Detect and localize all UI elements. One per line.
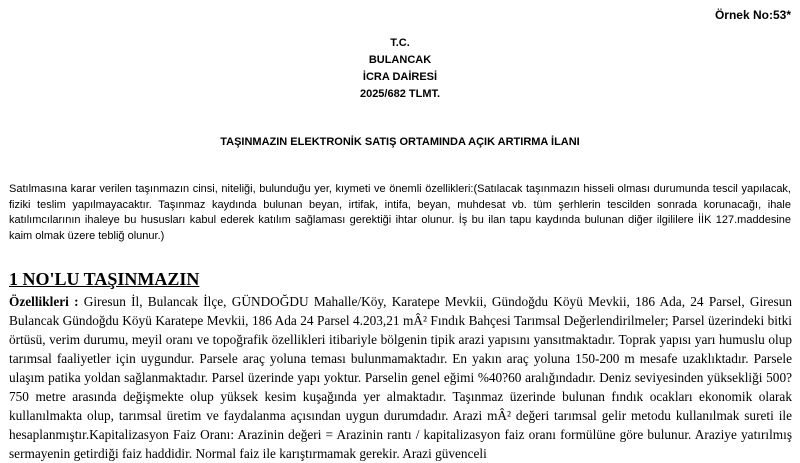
properties-label: Özellikleri : [9,294,79,309]
property-description [9,292,792,463]
header-office: İCRA DAİRESİ [362,71,438,83]
form-number: Örnek No:53* [714,8,791,22]
intro-paragraph: Satılmasına karar verilen taşınmazın cinsi, niteliği, bulunduğu yer, kıymeti ve önemli özellikleri:(Satılacak taşınmazın hisseli olması durumunda tescil yapılacak, fiziki teslim yapılmayacaktır. Taşınmaz kaydında bulunan beyan, irtifak, intifa, beyan, muhdesat vb. tüm şerhlerin tescilden sonrada korunacağı, ihale katılımcılarının ihaleye bu hususları kabul ederek katılım sağlaması gerektiği ihtar olunur. İş bu ilan tapu kaydında bulunan diğer ilgililere İİK 127.maddesine kaim olmak üzere tebliğ olunur.) [9,183,791,242]
header-file-number: 2025/682 TLMT. [359,88,441,100]
properties-text: Giresun İl, Bulancak İlçe, GÜNDOĞDU Mahalle/Köy, Karatepe Mevkii, Gündoğdu Köyü Mevkii, 186 Ada, 24 Parsel, Giresun Bulancak Gündoğdu Köyü Karatepe Mevkii, 186 Ada 24 Parsel 4.203,21 mÂ² Fındık Bahçesi Tarımsal Değerlendirilmeler; Parsel üzerindeki bitki örtüsü, verim durumu, meyil oranı ve topoğrafik özellikleri itibariyle bölgenin tipik arazi yapısını yansıtmaktadır. Toprak yapısı yarı humuslu olup tarımsal faaliyetler için uygundur. Parsele araç yoluna teması bulunmamaktadır. En yakın araç yoluna 150-200 m mesafe uzaklıktadır. Parsele ulaşım patika yoldan sağlanmaktadır. Parsel üzerinde yapı yoktur. Parselin genel eğimi %40?60 aralığındadır. Deniz seviyesinden yüksekliği 500?750 metre arasında değişmekte olup yüksek kesim kuşağında yer almaktadır. Taşınmaz üzerinde bulunan fındık ocakları ekonomik olarak kullanılmakta olup, tarımsal üretim ve faydalanma açısından uygun durumdadır. Arazi mÂ² değeri tarımsal gelir metodu kullanılmak sureti ile hesaplanmıştır.Kapitalizasyon Faiz Oranı: Arazinin değeri = Arazinin rantı / kapitalizasyon faiz oranı formülüne göre bulunur. Araziye yatırılmış sermayenin getirdiği faiz haddidir. Normal faiz ile karıştırmamak gerekir. Arazi güvenceli [9,294,792,461]
document-header [0,35,800,103]
header-country: T.C. [390,37,410,49]
section-title: 1 NO'LU TAŞINMAZIN [9,269,200,289]
header-district: BULANCAK [368,54,432,66]
document-title: TAŞINMAZIN ELEKTRONİK SATIŞ ORTAMINDA AÇIK ARTIRMA İLANI [220,136,580,148]
